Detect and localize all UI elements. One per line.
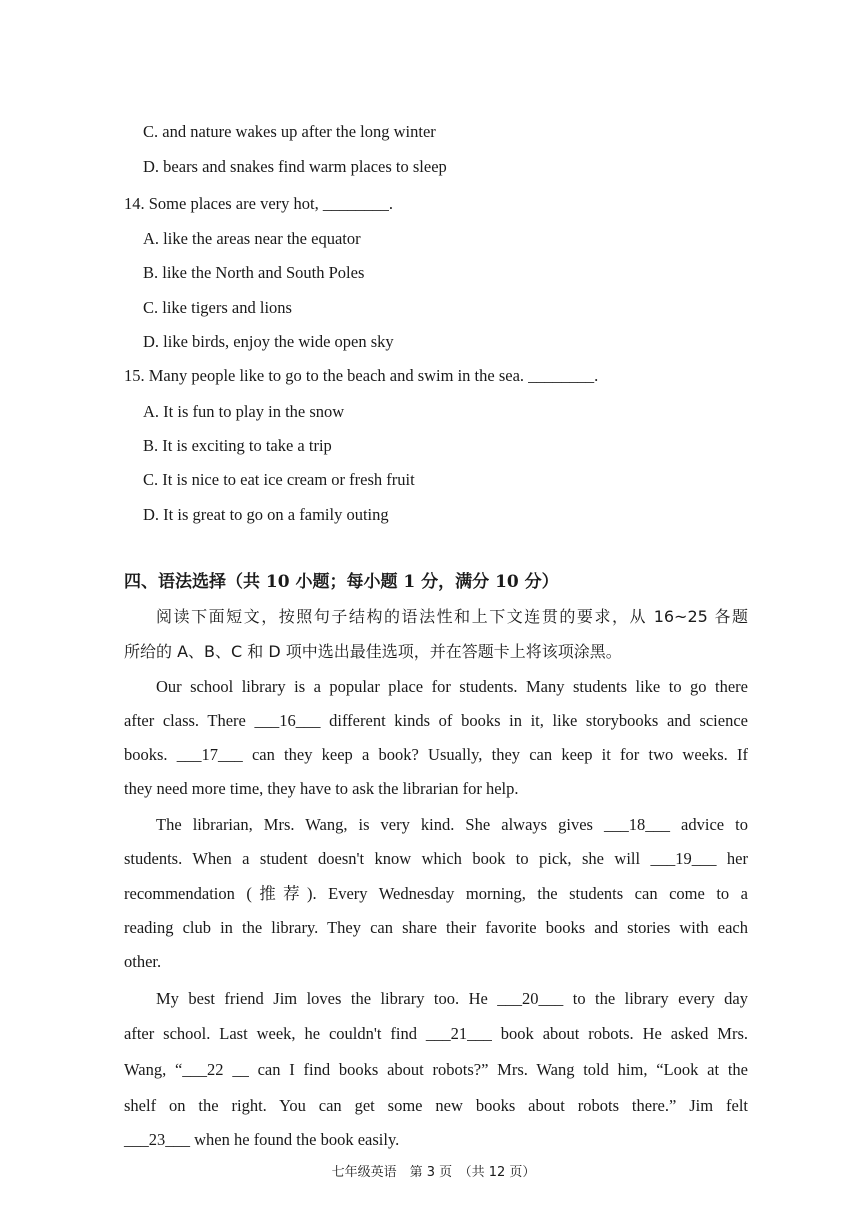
passage-p3-line-1: My best friend Jim loves the library too. He ___20___ to the library every day — [156, 989, 748, 1008]
q14-option-a: A. like the areas near the equator — [143, 229, 361, 248]
q15-option-b: B. It is exciting to take a trip — [143, 436, 332, 455]
passage-p2-line-3: recommendation (推荐). Every Wednesday morning, the students can come to a — [124, 884, 748, 903]
q14-option-c: C. like tigers and lions — [143, 298, 292, 317]
passage-p1-line-1: Our school library is a popular place for students. Many students like to go there — [156, 677, 748, 696]
passage-p2-line-5: other. — [124, 952, 162, 971]
passage-p2-line-2: students. When a student doesn't know which book to pick, she will ___19___ her — [124, 849, 748, 868]
q15-option-a: A. It is fun to play in the snow — [143, 402, 345, 421]
passage-p3-line-5: ___23___ when he found the book easily. — [124, 1130, 400, 1149]
passage-p1-line-4: they need more time, they have to ask the librarian for help. — [124, 779, 519, 798]
passage-p1-line-2: after class. There ___16___ different kinds of books in it, like storybooks and science — [124, 711, 748, 730]
instruction-line-1: 阅读下面短文，按照句子结构的语法性和上下文连贯的要求，从 16~25 各题 — [156, 607, 748, 626]
instruction-line-2: 所给的 A、B、C 和 D 项中选出最佳选项，并在答题卡上将该项涂黑。 — [124, 642, 622, 661]
q14-stem: 14. Some places are very hot, ________. — [124, 194, 393, 213]
q14-option-d: D. like birds, enjoy the wide open sky — [143, 332, 394, 351]
q13-option-c: C. and nature wakes up after the long winter — [143, 122, 436, 141]
passage-p3-line-3: Wang, “___22 __ can I find books about robots?” Mrs. Wang told him, “Look at the — [124, 1060, 748, 1079]
section-heading: 四、语法选择（共 10 小题；每小题 1 分，满分 10 分） — [124, 572, 559, 592]
q14-option-b: B. like the North and South Poles — [143, 263, 365, 282]
q15-stem: 15. Many people like to go to the beach and swim in the sea. ________. — [124, 366, 599, 385]
q15-option-c: C. It is nice to eat ice cream or fresh fruit — [143, 470, 415, 489]
passage-p1-line-3: books. ___17___ can they keep a book? Usually, they can keep it for two weeks. If — [124, 745, 748, 764]
q13-option-d: D. bears and snakes find warm places to sleep — [143, 157, 447, 176]
passage-p3-line-2: after school. Last week, he couldn't find ___21___ book about robots. He asked Mrs. — [124, 1024, 748, 1043]
q15-option-d: D. It is great to go on a family outing — [143, 505, 389, 524]
page-footer: 七年级英语 第 3 页 （共 12 页） — [331, 1165, 536, 1180]
passage-p3-line-4: shelf on the right. You can get some new books about robots there.” Jim felt — [124, 1096, 748, 1115]
passage-p2-line-1: The librarian, Mrs. Wang, is very kind. She always gives ___18___ advice to — [156, 815, 748, 834]
passage-p2-line-4: reading club in the library. They can share their favorite books and stories with each — [124, 918, 748, 937]
